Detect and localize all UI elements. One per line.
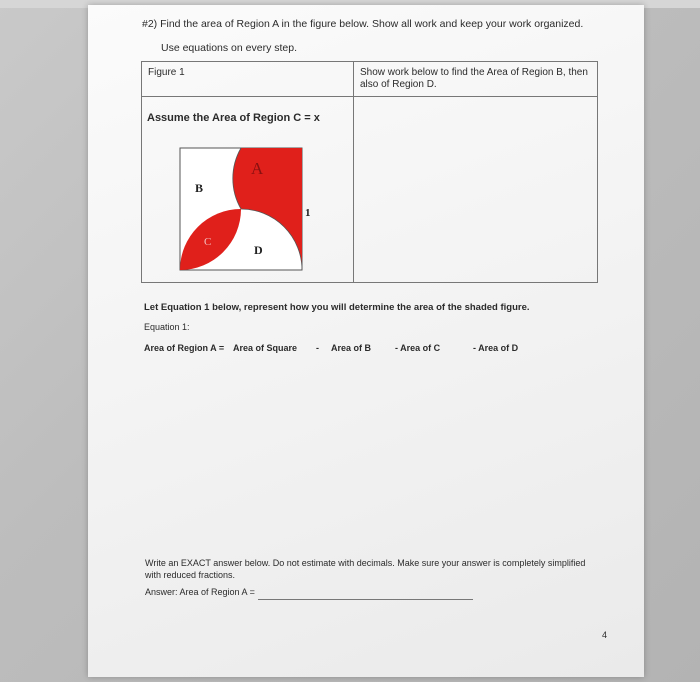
- label-d: D: [254, 243, 263, 257]
- problem-title: #2) Find the area of Region A in the figure below. Show all work and keep your work organized.: [142, 18, 584, 30]
- figure-work-table: [141, 61, 598, 283]
- label-side-length: 1: [305, 207, 310, 219]
- equation-term-c: - Area of C: [395, 343, 441, 353]
- label-b: B: [195, 181, 204, 195]
- label-a: A: [251, 159, 264, 178]
- work-header: Show work below to find the Area of Region B, then also of Region D.: [360, 67, 588, 90]
- answer-blank[interactable]: [258, 599, 473, 600]
- page-number: 4: [602, 630, 608, 640]
- equation-term-d: - Area of D: [473, 343, 519, 353]
- region-figure: [170, 140, 310, 280]
- table-divider-vertical: [353, 62, 354, 282]
- equation-intro: Let Equation 1 below, represent how you will determine the area of the shaded figure.: [144, 302, 530, 313]
- equation-term-b: Area of B: [331, 343, 372, 353]
- answer-instructions: Write an EXACT answer below. Do not estimate with decimals. Make sure your answer is completely simplified with reduced fractions.: [145, 558, 586, 580]
- equation-label: Equation 1:: [144, 322, 190, 332]
- equation-minus: -: [316, 343, 319, 353]
- equation-term-square: Area of Square: [233, 343, 298, 353]
- label-c: C: [204, 236, 212, 248]
- table-divider-horizontal: [142, 96, 597, 97]
- assumption-text: Assume the Area of Region C = x: [147, 112, 320, 124]
- answer-label: Answer: Area of Region A =: [145, 587, 255, 597]
- problem-instruction: Use equations on every step.: [161, 42, 297, 54]
- equation-lhs: Area of Region A =: [144, 343, 225, 353]
- figure-label: Figure 1: [148, 67, 185, 78]
- worksheet-page: [88, 5, 644, 677]
